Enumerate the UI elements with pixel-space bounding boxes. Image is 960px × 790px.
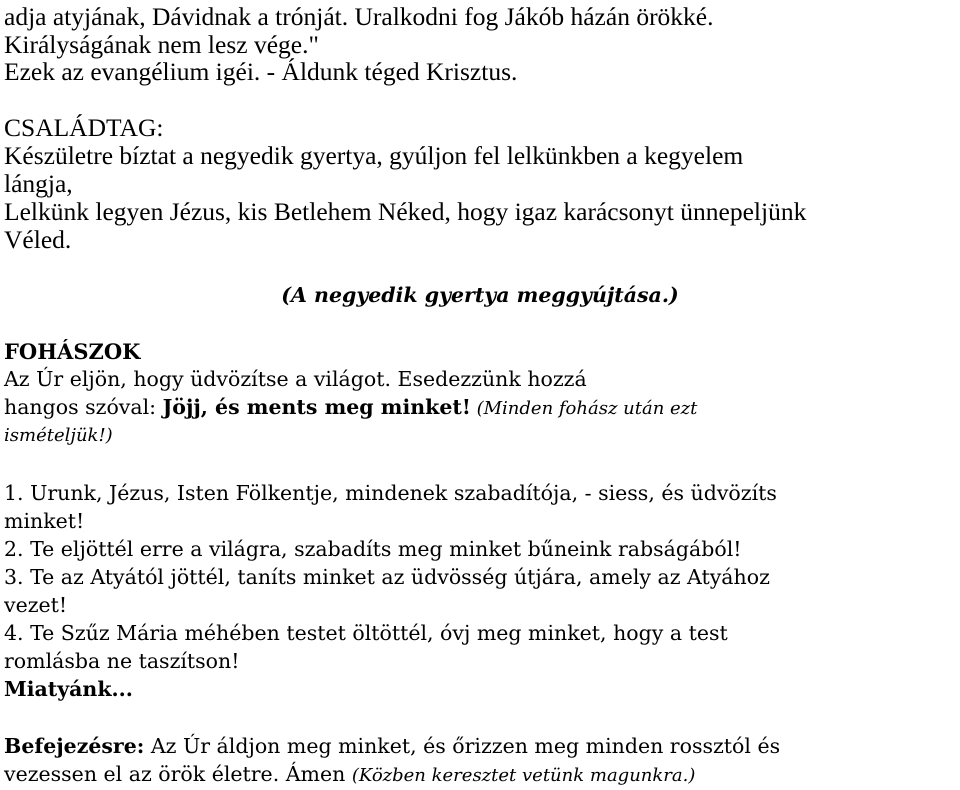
prayers-heading: FOHÁSZOK [4, 339, 141, 364]
prayers-note-line-2: ismételjük!) [4, 425, 113, 446]
family-line-1: Készületre bíztat a negyedik gyertya, gyúljon fel lelkünkben a kegyelem [4, 141, 744, 170]
petition-2-line-1: 2. Te eljöttél erre a világra, szabadíts meg minket bűneink rabságából! [4, 537, 742, 561]
closing-line-2 [4, 764, 695, 785]
prayers-intro-line-1: Az Úr eljön, hogy üdvözítse a világot. Esedezzünk hozzá [4, 367, 587, 391]
reading-line-2: Királyságának nem lesz vége." [4, 30, 319, 59]
prayers-response: Jöjj, és ments meg minket! [162, 395, 471, 419]
prayers-intro-line-2 [4, 397, 697, 418]
petition-1-line-2: minket! [4, 509, 85, 533]
petition-3-line-2: vezet! [4, 593, 68, 617]
petition-4-line-1: 4. Te Szűz Mária méhében testet öltöttél, óvj meg minket, hogy a test [4, 621, 728, 645]
reading-line-1: adja atyjának, Dávidnak a trónját. Uralkodni fog Jákób házán örökké. [4, 2, 714, 31]
closing-line-1 [4, 736, 780, 757]
closing-text-1: Az Úr áldjon meg minket, és őrizzen meg minden rossztól és [144, 734, 781, 758]
our-father: Miatyánk... [4, 677, 133, 701]
closing-note: (Közben keresztet vetünk magunkra.) [351, 765, 696, 786]
family-line-3: Lelkünk legyen Jézus, kis Betlehem Néked, hogy igaz karácsonyt ünnepeljünk [4, 197, 807, 226]
prayers-intro-prefix: hangos szóval: [4, 395, 163, 419]
family-line-2: lángja, [4, 169, 73, 198]
family-line-4: Véled. [4, 225, 72, 254]
petition-4-line-2: romlásba ne taszítson! [4, 649, 240, 673]
family-heading: CSALÁDTAG: [4, 113, 164, 142]
candle-lighting-note: (A negyedik gyertya meggyújtása.) [281, 283, 679, 307]
petition-3-line-1: 3. Te az Atyától jöttél, taníts minket az üdvösség útjára, amely az Atyához [4, 565, 770, 589]
reading-line-3: Ezek az evangélium igéi. - Áldunk téged Krisztus. [4, 57, 518, 86]
petition-1-line-1: 1. Urunk, Jézus, Isten Fölkentje, mindenek szabadítója, - siess, és üdvözíts [4, 481, 777, 505]
closing-label: Befejezésre: [4, 734, 145, 758]
prayers-note: (Minden fohász után ezt [470, 398, 698, 419]
closing-text-2: vezessen el az örök életre. Ámen [4, 762, 352, 786]
